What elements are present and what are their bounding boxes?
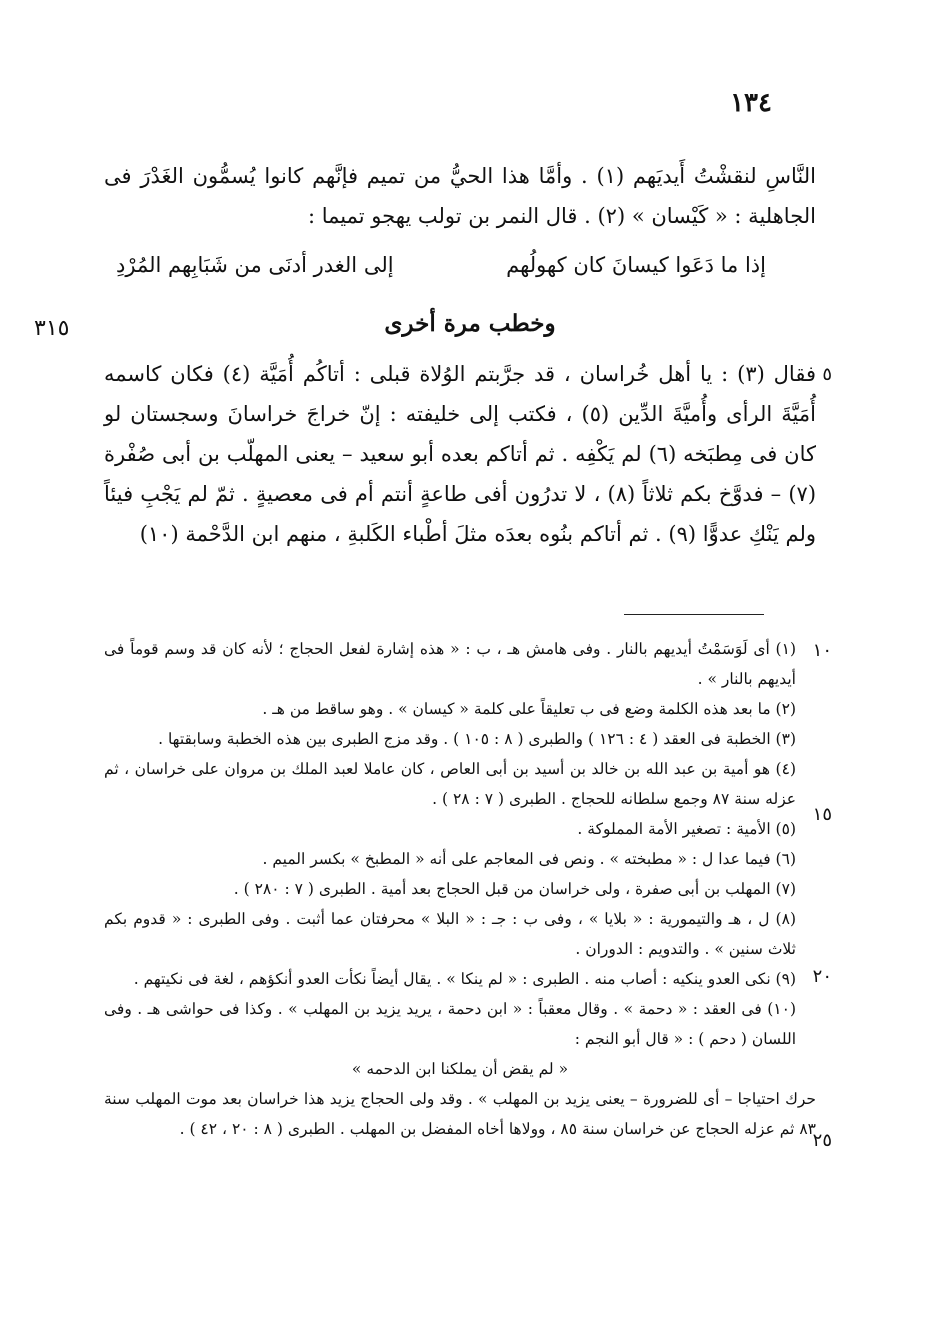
footnote-9: (٩) نكى العدو ينكيه : أصاب منه . الطبرى : « لم ينكا » . يقال أيضاً نكأت العدو أنكؤهم ، لغة فى نكيتهم . [133,970,796,988]
footnote-6: (٦) فيما عدا ل : « مطبخته » . ونص فى المعاجم على أنه « المطبخ » بكسر الميم . [262,850,796,868]
footnote-3: (٣) الخطبة فى العقد ( ٤ : ١٢٦ ) والطبرى ( ٨ : ١٠٥ ) . وقد مزج الطبرى بين هذه الخطبة وسابقتها . [158,730,796,748]
footnotes [104,634,816,1144]
page-number: ١٣٤ [730,88,772,118]
section-heading: وخطب مرة أخرى [384,310,556,337]
footnote-2: (٢) ما بعد هذه الكلمة وضع فى ب تعليقاً على كلمة « كيسان » . وهو ساقط من هـ . [262,700,796,718]
footnote-10-verse: « لم يقض أن يملكنا ابن الدحمه » [351,1060,569,1078]
line-number-25: ٢٥ [812,1130,832,1151]
paragraph-text: فقال (٣) : يا أهل خُراسان ، قد جرَّبتم الوُلاة قبلى : أتاكُم أُمَيَّة (٤) فكان كاسمه أُمَيَّةَ الرأى وأُميَّةَ الدِّين (٥) ، فكتب إلى خليفته : إنّ خراجَ خراسانَ وسجستان لو كان فى مِطبَخه (٦) لم يَكْفِه . ثم أتاكم بعده أبو سعيد – يعنى المهلّب بن أبى صُفْرة (٧) – فدوَّخ بكم ثلاثاً (٨) ، لا تدرُون أفى طاعةٍ أنتم أم فى معصيةٍ . ثمّ لم يَجْبِ فيئاً ولم يَنْكِ عدوًّا (٩) . ثم أتاكم بنُوه بعدَه مثلَ أطْباء الكَلبةِ ، منهم ابن الدَّحْمة (١٠) [104,362,817,546]
verse-first-hemistich: إذا ما دَعَوا كيسانَ كان كهولُهم [506,253,766,277]
paragraph-intro [104,156,816,236]
footnote-separator [624,614,764,615]
footnote-10: (١٠) فى العقد : « دحمة » . وقال معقباً : « ابن دحمة ، يريد يزيد بن المهلب » . وكذا فى حواشى هـ . وفى اللسان ( دحم ) : « قال أبو النجم : [104,1000,796,1048]
line-number-5: ٥ [822,364,832,385]
paragraph-speech [104,354,816,554]
paragraph-text: النَّاسِ لنقشْتُ أَيديَهم (١) . وأمَّا هذا الحيُّ من تميم فإنَّهم كانوا يُسمُّون الغَدْرَ فى الجاهلية : « كَيْسان » (٢) . قال النمر بن تولب يهجو تميما : [104,164,816,228]
verse-second-hemistich: إلى الغدر أدنَى من شَبَابِهم المُرْدِ [116,253,394,277]
line-number-10: ١٠ [812,640,832,661]
footnote-1: (١) أى لَوَسَمْتُ أيديهم بالنار . وفى هامش هـ ، ب : « هذه إشارة لفعل الحجاج ؛ لأنه كان قد وسم قوماً فى أيديهم بالنار » . [104,640,796,688]
page-reference: ٣١٥ [34,316,70,341]
footnote-7: (٧) المهلب بن أبى صفرة ، ولى خراسان من قبل الحجاج بعد أمية . الطبرى ( ٧ : ٢٨٠ ) . [233,880,796,898]
line-number-15: ١٥ [812,804,832,825]
footnote-8: (٨) ل ، هـ والتيمورية : « بلايا » ، وفى ب : جـ : « البلا » محرفتان عما أثبت . وفى الطبرى : « قدوم بكم ثلاث سنين » . والتدويم : الدوران . [104,910,796,958]
footnote-5: (٥) الأمية : تصغير الأمة المملوكة . [577,820,796,838]
footnote-10-continuation: حرك احتياجا – أى للضرورة – يعنى يزيد بن المهلب » . وقد ولى الحجاج يزيد هذا خراسان بعد موت المهلب سنة ٨٣ ثم عزله الحجاج عن خراسان سنة ٨٥ ، وولاها أخاه المفضل بن المهلب . الطبرى ( ٨ : ٢٠ ، ٤٢ ) . [104,1090,816,1138]
footnote-4: (٤) هو أمية بن عبد الله بن خالد بن أسيد بن أبى العاص ، كان عاملا لعبد الملك بن مروان على خراسان ، ثم عزله سنة ٨٧ وجمع سلطانه للحجاج . الطبرى ( ٧ : ٢٨ ) . [104,760,796,808]
line-number-20: ٢٠ [812,966,832,987]
